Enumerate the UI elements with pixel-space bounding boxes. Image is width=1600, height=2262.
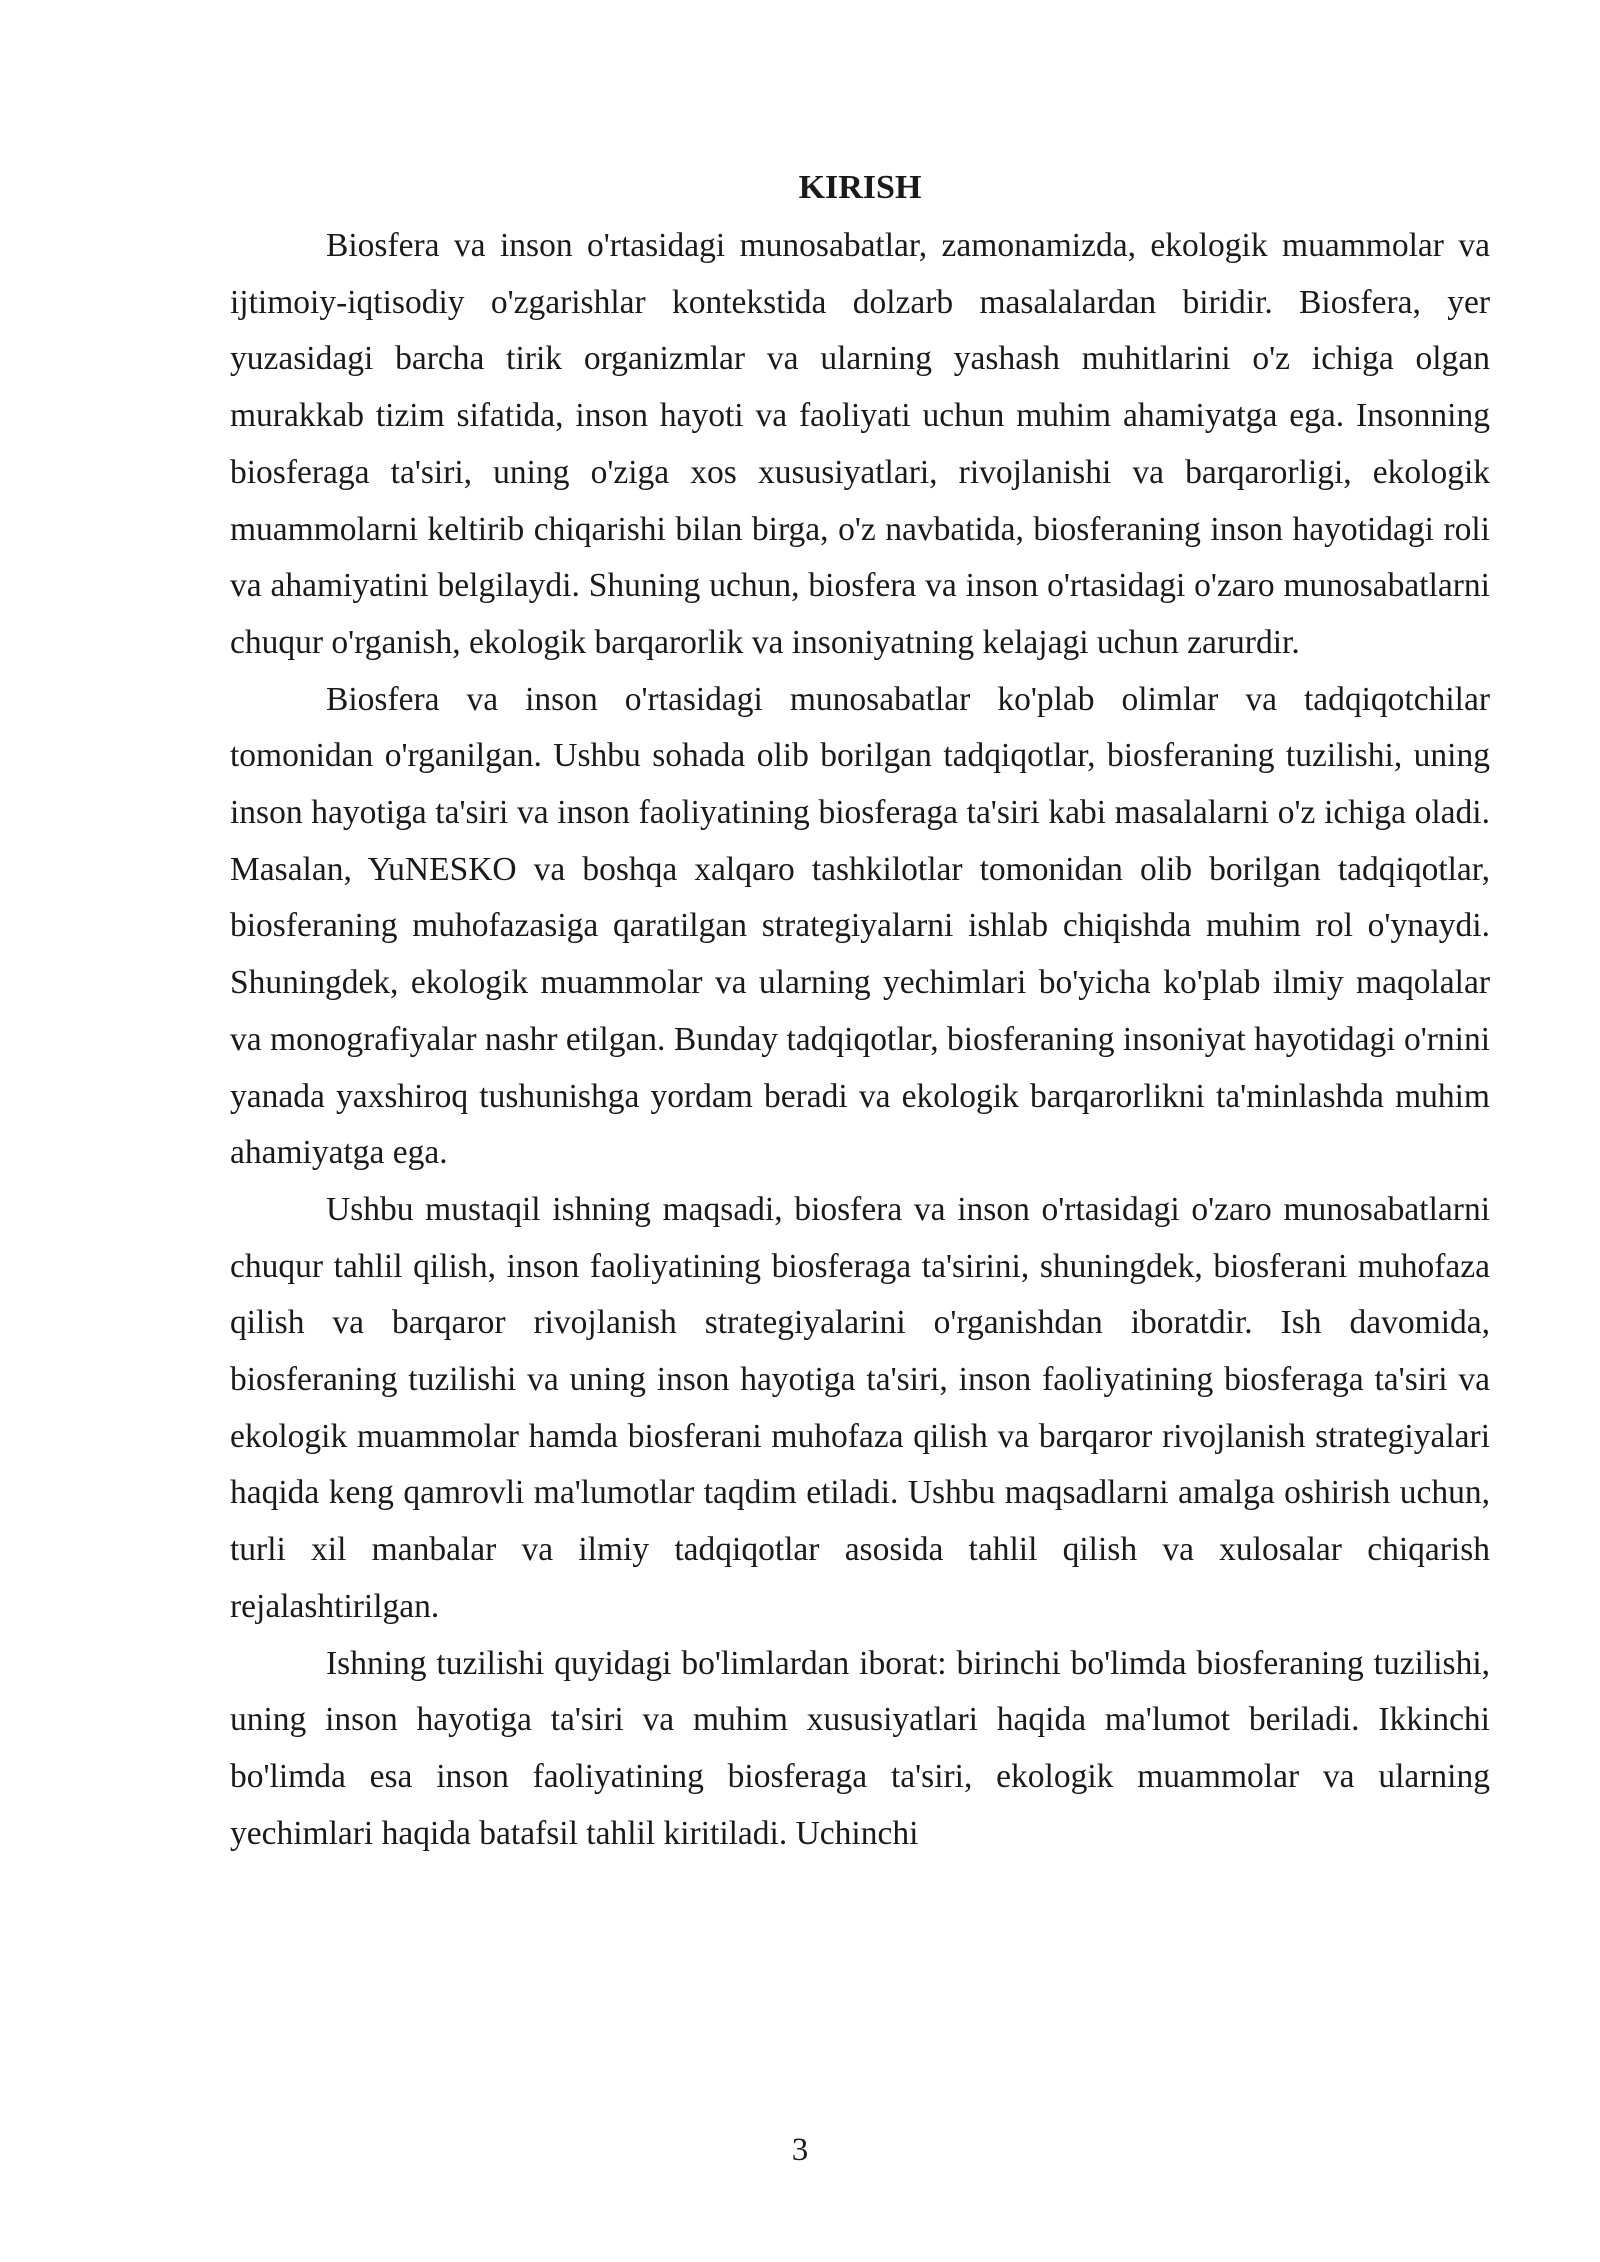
page-number: 3 (791, 2132, 809, 2168)
paragraph-2: Biosfera va inson o'rtasidagi munosabatlar ko'plab olimlar va tadqiqotchilar tomonidan o'rganilgan. Ushbu sohada olib borilgan tadqiqotlar, biosferaning tuzilishi, uning inson hayotiga ta'siri va inson faoliyatining biosferaga ta'siri kabi masalalarni o'z ichiga oladi. Masalan, YuNESKO va boshqa xalqaro tashkilotlar tomonidan olib borilgan tadqiqotlar, biosferaning muhofazasiga qaratilgan strategiyalarni ishlab chiqishda muhim rol o'ynaydi. Shuningdek, ekologik muammolar va ularning yechimlari bo'yicha ko'plab ilmiy maqolalar va monografiyalar nashr etilgan. Bunday tadqiqotlar, biosferaning insoniyat hayotidagi o'rnini yanada yaxshiroq tushunishga yordam beradi va ekologik barqarorlikni ta'minlashda muhim ahamiyatga ega. (230, 680, 1490, 1172)
page-title: KIRISH (798, 169, 922, 206)
paragraph-4: Ishning tuzilishi quyidagi bo'limlardan iborat: birinchi bo'limda biosferaning tuzilishi, uning inson hayotiga ta'siri va muhim xususiyatlari haqida ma'lumot beriladi. Ikkinchi bo'limda esa inson faoliyatining biosferaga ta'siri, ekologik muammolar va ularning yechimlari haqida batafsil tahlil kiritiladi. Uchinchi (230, 1644, 1490, 1852)
page-content (230, 160, 1490, 1862)
paragraph-3: Ushbu mustaqil ishning maqsadi, biosfera va inson o'rtasidagi o'zaro munosabatlarni chuqur tahlil qilish, inson faoliyatining biosferaga ta'sirini, shuningdek, biosferani muhofaza qilish va barqaror rivojlanish strategiyalarini o'rganishdan iboratdir. Ish davomida, biosferaning tuzilishi va uning inson hayotiga ta'siri, inson faoliyatining biosferaga ta'siri va ekologik muammolar hamda biosferani muhofaza qilish va barqaror rivojlanish strategiyalari haqida keng qamrovli ma'lumotlar taqdim etiladi. Ushbu maqsadlarni amalga oshirish uchun, turli xil manbalar va ilmiy tadqiqotlar asosida tahlil qilish va xulosalar chiqarish rejalashtirilgan. (230, 1190, 1490, 1625)
paragraph-1: Biosfera va inson o'rtasidagi munosabatlar, zamonamizda, ekologik muammolar va ijtimoiy-iqtisodiy o'zgarishlar kontekstida dolzarb masalalardan biridir. Biosfera, yer yuzasidagi barcha tirik organizmlar va ularning yashash muhitlarini o'z ichiga olgan murakkab tizim sifatida, inson hayoti va faoliyati uchun muhim ahamiyatga ega. Insonning biosferaga ta'siri, uning o'ziga xos xususiyatlari, rivojlanishi va barqarorligi, ekologik muammolarni keltirib chiqarishi bilan birga, o'z navbatida, biosferaning inson hayotidagi roli va ahamiyatini belgilaydi. Shuning uchun, biosfera va inson o'rtasidagi o'zaro munosabatlarni chuqur o'rganish, ekologik barqarorlik va insoniyatning kelajagi uchun zarurdir. (230, 227, 1490, 661)
